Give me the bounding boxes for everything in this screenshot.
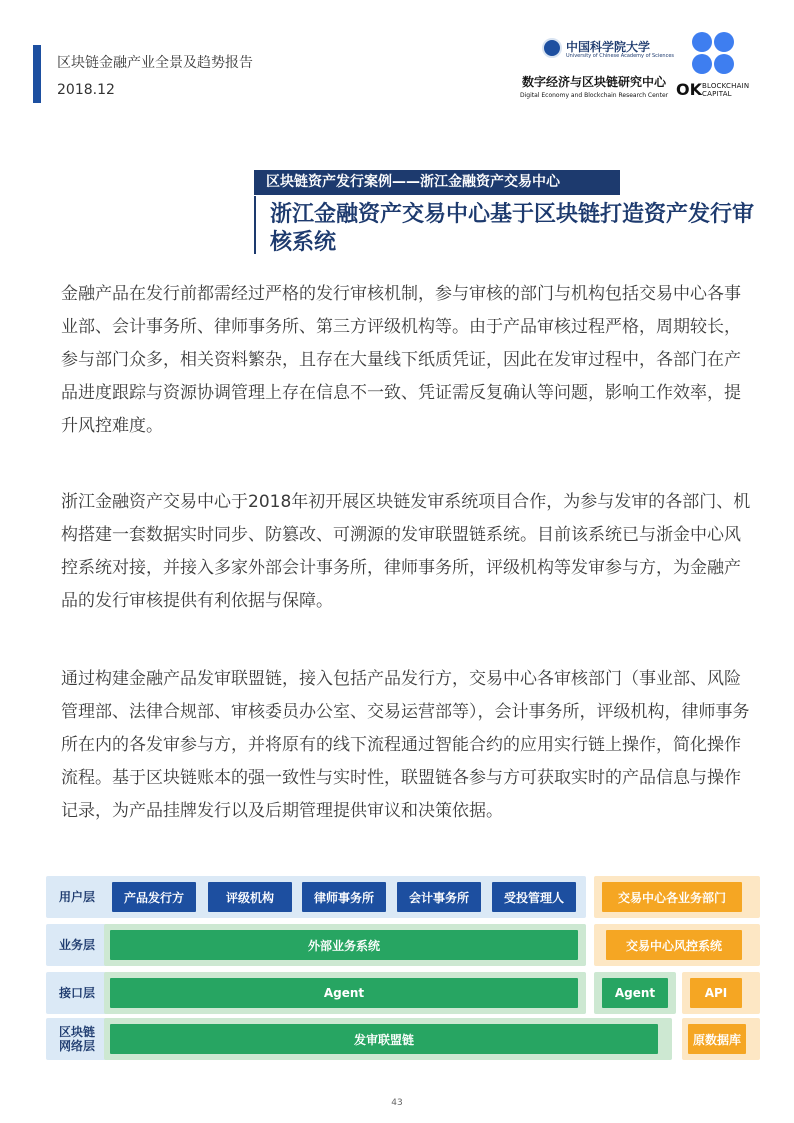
- user-layer-row: [46, 876, 586, 918]
- interface-layer-label: 接口层: [58, 986, 95, 1000]
- accounting-firm-box: 会计事务所: [397, 882, 481, 912]
- paragraph-3: 通过构建金融产品发审联盟链，接入包括产品发行方，交易中心各审核部门（事业部、风险管理部、法律合规部、审核委员办公室、交易运营部等），会计事务所，评级机构，律师事务所在内的各发审参与方，并将原有的线下流程通过智能合约的应用实行链上操作，简化操作流程。基于区块链账本的强一致性与实时性，联盟链各参与方可获取实时的产品信息与操作记录，为产品挂牌发行以及后期管理提供审议和决策依据。: [61, 669, 750, 821]
- logo-dot-icon: [692, 54, 712, 74]
- ucas-emblem-icon: [542, 38, 562, 58]
- report-date: 2018.12: [57, 82, 115, 98]
- logo-ok-text: OK: [676, 80, 702, 99]
- ok-blockchain-logo: [674, 30, 760, 104]
- research-center-name-en: Digital Economy and Blockchain Research Center: [520, 92, 669, 99]
- paragraph-1: 金融产品在发行前都需经过严格的发行审核机制，参与审核的部门与机构包括交易中心各事业部、会计事务所、律师事务所、第三方评级机构等。由于产品审核过程严格，周期较长，参与部门众多，相关资料繁杂，且存在大量线下纸质凭证，因此在发审过程中，各部门在产品进度跟踪与资源协调管理上存在信息不一致、凭证需反复确认等问题，影响工作效率，提升风控难度。: [61, 284, 741, 436]
- research-center-name: 数字经济与区块链研究中心: [522, 75, 667, 89]
- user-layer-label: 用户层: [58, 890, 95, 904]
- external-business-system-box: 外部业务系统: [110, 930, 578, 960]
- business-layer-label: 业务层: [58, 938, 95, 952]
- report-title: 区块链金融产业全景及趋势报告: [57, 55, 253, 71]
- ucas-logo: [514, 36, 674, 104]
- approval-consortium-chain-box: 发审联盟链: [110, 1024, 658, 1054]
- agent-box: Agent: [110, 978, 578, 1008]
- ucas-name-cn: 中国科学院大学: [566, 40, 651, 54]
- case-label: 区块链资产发行案例——浙江金融资产交易中心: [254, 170, 620, 195]
- agent-box-secondary: Agent: [602, 978, 668, 1008]
- logo-dot-icon: [714, 32, 734, 52]
- source-database-box: 原数据库: [688, 1024, 746, 1054]
- exchange-departments-box: 交易中心各业务部门: [602, 882, 742, 912]
- risk-control-system-box: 交易中心风控系统: [606, 930, 742, 960]
- logo-ok-subtext: BLOCKCHAIN CAPITAL: [702, 82, 750, 98]
- header-accent-bar: [33, 45, 41, 103]
- chain-layer-label: 区块链网络层: [58, 1025, 95, 1053]
- page-number: 43: [391, 1098, 403, 1108]
- product-issuer-box: 产品发行方: [112, 882, 196, 912]
- logo-dot-icon: [692, 32, 712, 52]
- ucas-name-en: University of Chinese Academy of Sciences: [566, 53, 674, 59]
- logo-dot-icon: [714, 54, 734, 74]
- title-accent-line: [254, 196, 256, 254]
- section-title: 浙江金融资产交易中心基于区块链打造资产发行审核系统: [270, 202, 755, 255]
- law-firm-box: 律师事务所: [302, 882, 386, 912]
- api-box: API: [690, 978, 742, 1008]
- paragraph-2: 浙江金融资产交易中心于2018年初开展区块链发审系统项目合作，为参与发审的各部门、机构搭建一套数据实时同步、防篡改、可溯源的发审联盟链系统。目前该系统已与浙金中心风控系统对接，并接入多家外部会计事务所，律师事务所，评级机构等发审参与方，为金融产品的发行审核提供有利依据与保障。: [61, 492, 751, 611]
- trustee-box: 受投管理人: [492, 882, 576, 912]
- architecture-diagram: [46, 876, 760, 1060]
- rating-agency-box: 评级机构: [208, 882, 292, 912]
